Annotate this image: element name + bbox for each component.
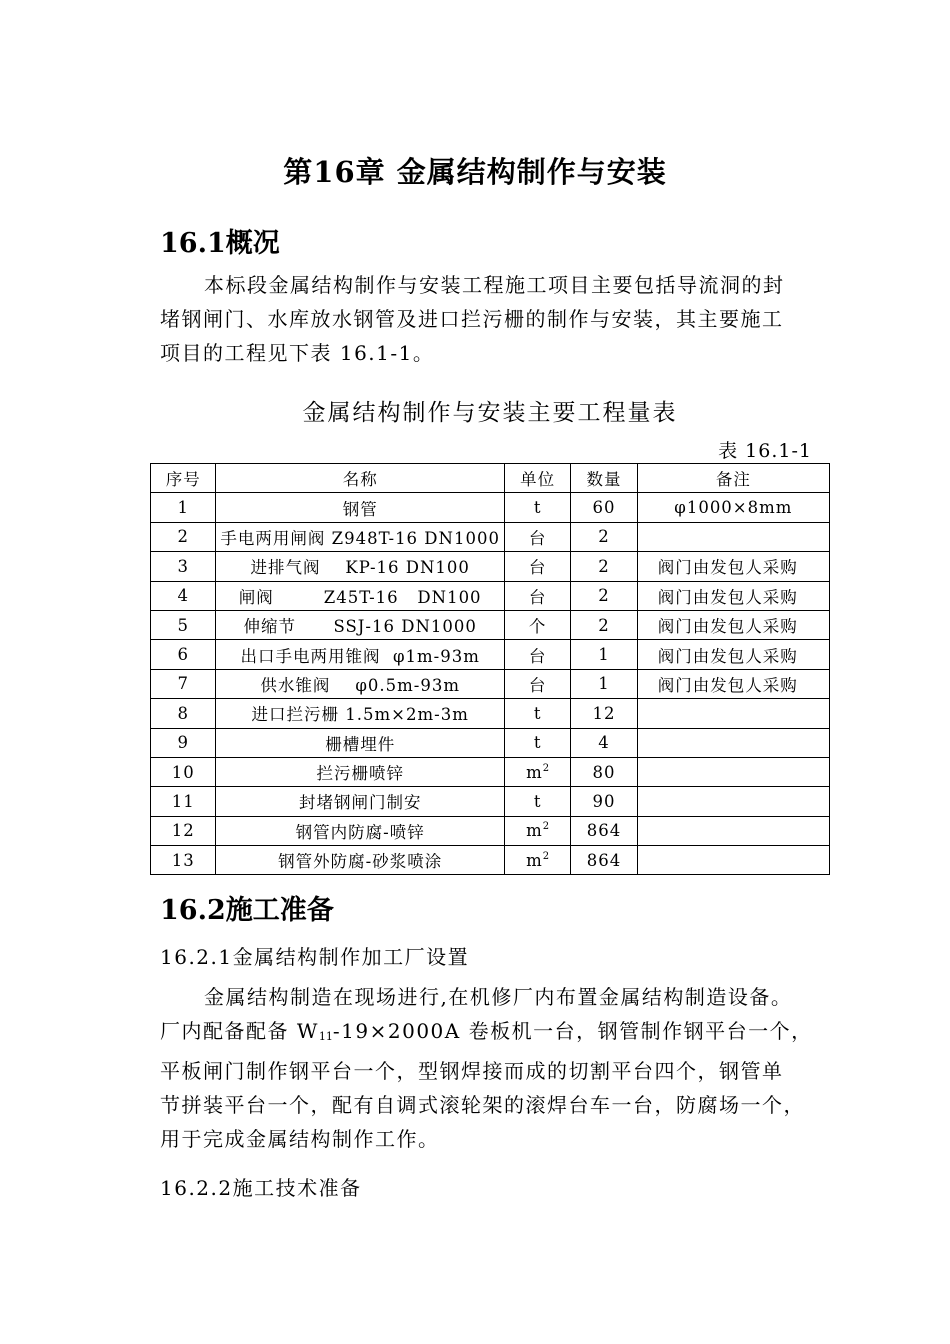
cell-name: 进口拦污栅 1.5m×2m-3m xyxy=(216,699,505,728)
table-row xyxy=(151,522,830,551)
cell-remark: 阀门由发包人采购 xyxy=(637,581,829,610)
factory-line-1: 金属结构制造在现场进行,在机修厂内布置金属结构制造设备。 xyxy=(204,985,793,1009)
cell-no: 1 xyxy=(151,493,216,522)
overview-line-1: 本标段金属结构制作与安装工程施工项目主要包括导流洞的封 xyxy=(204,273,785,297)
chapter-title: 第16章 金属结构制作与安装 xyxy=(283,155,667,189)
cell-qty: 2 xyxy=(571,552,637,581)
header-name: 名称 xyxy=(216,464,505,493)
cell-no: 12 xyxy=(151,816,216,845)
table-row xyxy=(151,640,830,669)
cell-unit xyxy=(504,493,570,522)
cell-remark: 阀门由发包人采购 xyxy=(637,610,829,639)
cell-unit xyxy=(504,816,570,845)
cell-qty: 4 xyxy=(571,728,637,757)
cell-qty: 2 xyxy=(571,610,637,639)
section-heading-preparation: 16.2施工准备 xyxy=(160,895,334,926)
unit-superscript: 2 xyxy=(542,762,550,774)
unit-text: 台 xyxy=(528,646,547,666)
cell-name: 闸阀 Z45T-16 DN100 xyxy=(216,581,505,610)
cell-remark xyxy=(637,728,829,757)
cell-no: 3 xyxy=(151,552,216,581)
cell-no: 11 xyxy=(151,787,216,816)
table-row xyxy=(151,728,830,757)
factory-line-2: 厂内配备配备 $W_{11}-19\times 2000A$ 卷板机一台，钢管制作钢平台一个， xyxy=(160,1019,813,1043)
table-row xyxy=(151,610,830,639)
cell-name: 封堵钢闸门制安 xyxy=(216,787,505,816)
cell-no: 5 xyxy=(151,610,216,639)
cell-remark xyxy=(637,757,829,786)
table-row xyxy=(151,552,830,581)
cell-qty: 60 xyxy=(571,493,637,522)
section-heading-overview: 16.1概况 xyxy=(160,228,280,259)
unit-text: m xyxy=(526,850,543,870)
cell-name: 伸缩节 SSJ-16 DN1000 xyxy=(216,610,505,639)
cell-name: 钢管内防腐-喷锌 xyxy=(216,816,505,845)
cell-name: 出口手电两用锥阀 φ1m-93m xyxy=(216,640,505,669)
cell-remark xyxy=(637,787,829,816)
cell-name: 供水锥阀 φ0.5m-93m xyxy=(216,669,505,698)
cell-unit xyxy=(504,787,570,816)
cell-unit xyxy=(504,757,570,786)
cell-remark: φ1000×8mm xyxy=(637,493,829,522)
overview-paragraph xyxy=(160,268,820,370)
overview-line-3: 项目的工程见下表 16.1-1。 xyxy=(160,341,435,365)
unit-text: 台 xyxy=(528,528,547,548)
unit-superscript: 2 xyxy=(542,850,550,862)
table-row xyxy=(151,493,830,522)
cell-name: 钢管外防腐-砂浆喷涂 xyxy=(216,846,505,875)
quantity-table xyxy=(150,463,830,875)
table-row xyxy=(151,787,830,816)
factory-line-5: 用于完成金属结构制作工作。 xyxy=(160,1127,440,1151)
table-body xyxy=(151,493,830,875)
cell-remark: 阀门由发包人采购 xyxy=(637,552,829,581)
cell-unit xyxy=(504,581,570,610)
unit-text: m xyxy=(526,821,543,841)
cell-name: 钢管 xyxy=(216,493,505,522)
factory-line-4: 节拼装平台一个，配有自调式滚轮架的滚焊台车一台，防腐场一个， xyxy=(160,1093,805,1117)
unit-text: 台 xyxy=(528,558,547,578)
factory-paragraph xyxy=(160,980,840,1156)
header-qty: 数量 xyxy=(571,464,637,493)
cell-unit xyxy=(504,522,570,551)
cell-qty: 2 xyxy=(571,581,637,610)
cell-name: 手电两用闸阀 Z948T-16 DN1000 xyxy=(216,522,505,551)
unit-text: t xyxy=(533,498,542,518)
header-remark: 备注 xyxy=(637,464,829,493)
unit-text: m xyxy=(526,762,543,782)
unit-text: 台 xyxy=(528,675,547,695)
cell-qty: 80 xyxy=(571,757,637,786)
unit-text: 个 xyxy=(528,617,547,637)
cell-no: 10 xyxy=(151,757,216,786)
cell-qty: 864 xyxy=(571,846,637,875)
cell-name: 栅槽埋件 xyxy=(216,728,505,757)
cell-unit xyxy=(504,846,570,875)
table-row xyxy=(151,846,830,875)
unit-text: t xyxy=(533,791,542,811)
cell-name: 进排气阀 KP-16 DN100 xyxy=(216,552,505,581)
unit-superscript: 2 xyxy=(542,821,550,833)
cell-no: 9 xyxy=(151,728,216,757)
cell-unit xyxy=(504,728,570,757)
cell-no: 2 xyxy=(151,522,216,551)
cell-unit xyxy=(504,640,570,669)
cell-remark xyxy=(637,522,829,551)
table-caption: 金属结构制作与安装主要工程量表 xyxy=(302,400,678,426)
cell-qty: 1 xyxy=(571,640,637,669)
cell-qty: 2 xyxy=(571,522,637,551)
cell-qty: 12 xyxy=(571,699,637,728)
unit-text: t xyxy=(533,703,542,723)
cell-remark xyxy=(637,699,829,728)
table-header-row xyxy=(151,464,830,493)
cell-unit xyxy=(504,669,570,698)
overview-line-2: 堵钢闸门、水库放水钢管及进口拦污栅的制作与安装，其主要施工 xyxy=(160,307,784,331)
unit-text: 台 xyxy=(528,587,547,607)
table-row xyxy=(151,581,830,610)
table-row xyxy=(151,669,830,698)
header-no: 序号 xyxy=(151,464,216,493)
unit-text: t xyxy=(533,733,542,753)
table-row xyxy=(151,816,830,845)
cell-name: 拦污栅喷锌 xyxy=(216,757,505,786)
header-unit: 单位 xyxy=(504,464,570,493)
subheading-factory: 16.2.1金属结构制作加工厂设置 xyxy=(160,945,470,969)
cell-no: 13 xyxy=(151,846,216,875)
cell-remark xyxy=(637,846,829,875)
cell-no: 4 xyxy=(151,581,216,610)
cell-remark: 阀门由发包人采购 xyxy=(637,640,829,669)
cell-qty: 864 xyxy=(571,816,637,845)
table-row xyxy=(151,699,830,728)
cell-unit xyxy=(504,552,570,581)
cell-unit xyxy=(504,699,570,728)
table-row xyxy=(151,757,830,786)
cell-no: 6 xyxy=(151,640,216,669)
table-number: 表 16.1-1 xyxy=(718,440,812,462)
cell-remark xyxy=(637,816,829,845)
cell-no: 7 xyxy=(151,669,216,698)
cell-unit xyxy=(504,610,570,639)
cell-no: 8 xyxy=(151,699,216,728)
cell-remark: 阀门由发包人采购 xyxy=(637,669,829,698)
cell-qty: 1 xyxy=(571,669,637,698)
cell-qty: 90 xyxy=(571,787,637,816)
factory-line-3: 平板闸门制作钢平台一个，型钢焊接而成的切割平台四个，钢管单 xyxy=(160,1059,784,1083)
subheading-technical: 16.2.2施工技术准备 xyxy=(160,1176,362,1200)
